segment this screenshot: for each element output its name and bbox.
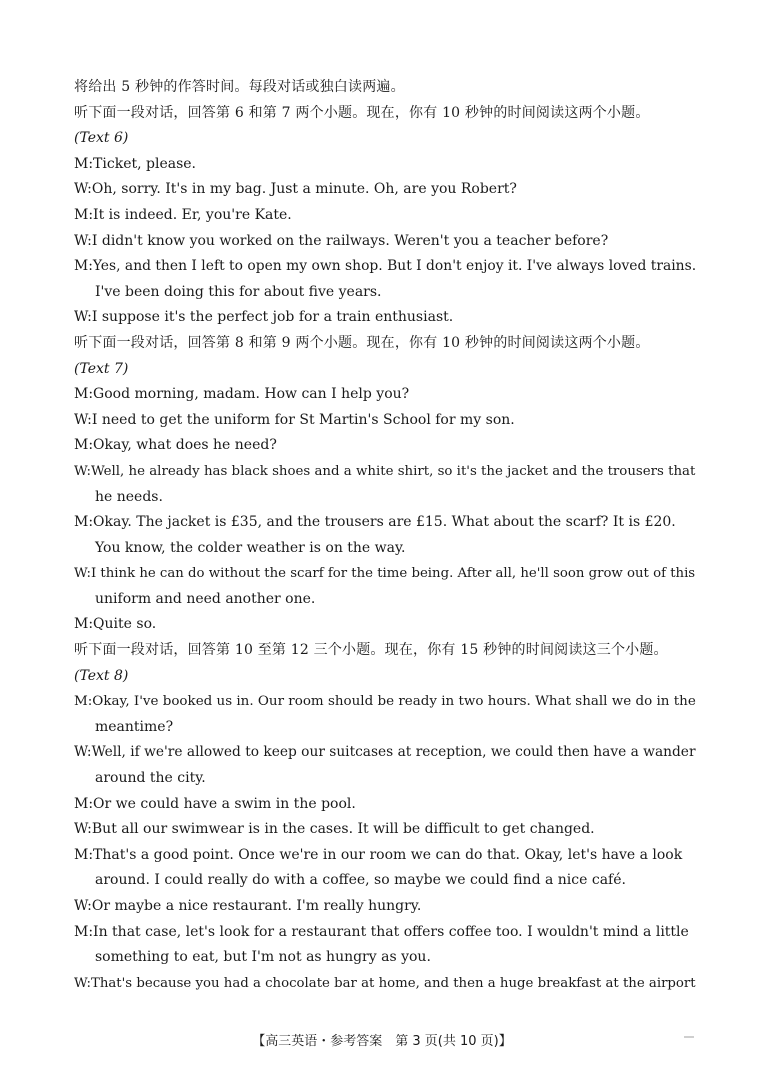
dialog-turn bbox=[74, 510, 696, 561]
dialog-line: W:I suppose it's the perfect job for a train enthusiast. bbox=[74, 309, 454, 326]
dialog-line: around the city. bbox=[95, 770, 206, 787]
dialog-turn bbox=[74, 843, 696, 894]
dialog-turn bbox=[74, 740, 696, 791]
instruction-line: 听下面一段对话，回答第 8 和第 9 两个小题。现在，你有 10 秒钟的时间阅读这两个小题。 bbox=[74, 334, 650, 351]
dialog-line: he needs. bbox=[95, 488, 163, 505]
dialog-turn bbox=[74, 894, 696, 920]
dialog-turn bbox=[74, 561, 696, 612]
dialog-line: meantime? bbox=[95, 718, 174, 735]
dialog-line: something to eat, but I'm not as hungry as you. bbox=[95, 949, 431, 966]
dialog-turn bbox=[74, 177, 696, 203]
dialog-line: around. I could really do with a coffee, so maybe we could find a nice café. bbox=[95, 872, 626, 889]
dialog-line: M:Or we could have a swim in the pool. bbox=[74, 795, 356, 812]
dialog-line: M:Okay, I've booked us in. Our room should be ready in two hours. What shall we do in the bbox=[74, 694, 696, 710]
dialog-turn bbox=[74, 689, 696, 740]
dialog-line: W:I need to get the uniform for St Martin's School for my son. bbox=[74, 411, 515, 428]
dialog-line: I've been doing this for about five years. bbox=[95, 283, 382, 300]
dialog-line: W:Well, if we're allowed to keep our suitcases at reception, we could then have a wander bbox=[74, 744, 696, 761]
dialog-turn bbox=[74, 459, 696, 510]
page-footer: 【高三英语・参考答案 第 3 页(共 10 页)】 bbox=[252, 1034, 512, 1049]
dialog-line: W:I think he can do without the scarf for the time being. After all, he'll soon grow out of this bbox=[74, 566, 696, 582]
dialog-turn bbox=[74, 817, 696, 843]
dialog-line: M:Yes, and then I left to open my own shop. But I don't enjoy it. I've always loved trains. bbox=[74, 258, 697, 275]
dialog-line: M:Ticket, please. bbox=[74, 155, 196, 172]
dialog-turn bbox=[74, 382, 696, 408]
dialog-turn bbox=[74, 152, 696, 178]
dialog-turn bbox=[74, 203, 696, 229]
instruction-line: 听下面一段对话，回答第 6 和第 7 两个小题。现在，你有 10 秒钟的时间阅读这两个小题。 bbox=[74, 104, 650, 121]
transcript-body bbox=[74, 75, 696, 996]
dialog-turn bbox=[74, 254, 696, 305]
dialog-line: M:In that case, let's look for a restaurant that offers coffee too. I wouldn't mind a little bbox=[74, 923, 689, 940]
dialog-turn bbox=[74, 971, 696, 997]
dialog-line: M:That's a good point. Once we're in our room we can do that. Okay, let's have a look bbox=[74, 846, 683, 863]
text-label: (Text 7) bbox=[74, 360, 129, 377]
dialog-turn bbox=[74, 305, 696, 331]
dialog-turn bbox=[74, 792, 696, 818]
dialog-line: M:It is indeed. Er, you're Kate. bbox=[74, 206, 292, 223]
instruction-line: 听下面一段对话，回答第 10 至第 12 三个小题。现在，你有 15 秒钟的时间阅读这三个小题。 bbox=[74, 642, 668, 659]
dialog-line: M:Quite so. bbox=[74, 616, 157, 633]
text-label: (Text 8) bbox=[74, 667, 129, 684]
scan-mark bbox=[684, 1036, 694, 1038]
text-label: (Text 6) bbox=[74, 130, 129, 147]
dialog-turn bbox=[74, 229, 696, 255]
dialog-line: M:Okay. The jacket is £35, and the trousers are £15. What about the scarf? It is £20. bbox=[74, 514, 676, 531]
dialog-turn bbox=[74, 408, 696, 434]
dialog-line: W:That's because you had a chocolate bar at home, and then a huge breakfast at the airport bbox=[74, 975, 696, 991]
dialog-turn bbox=[74, 612, 696, 638]
dialog-line: M:Good morning, madam. How can I help you? bbox=[74, 386, 410, 403]
dialog-line: W:I didn't know you worked on the railways. Weren't you a teacher before? bbox=[74, 232, 609, 249]
dialog-line: W:Or maybe a nice restaurant. I'm really hungry. bbox=[74, 898, 422, 914]
dialog-line: M:Okay, what does he need? bbox=[74, 437, 277, 454]
dialog-turn bbox=[74, 433, 696, 459]
dialog-line: W:Well, he already has black shoes and a white shirt, so it's the jacket and the trousers that bbox=[74, 463, 696, 479]
instruction-line: 将给出 5 秒钟的作答时间。每段对话或独白读两遍。 bbox=[74, 79, 405, 95]
dialog-line: W:Oh, sorry. It's in my bag. Just a minute. Oh, are you Robert? bbox=[74, 181, 517, 198]
dialog-turn bbox=[74, 920, 696, 971]
dialog-line: uniform and need another one. bbox=[95, 590, 316, 607]
dialog-line: W:But all our swimwear is in the cases. It will be difficult to get changed. bbox=[74, 821, 595, 838]
dialog-line: You know, the colder weather is on the way. bbox=[95, 539, 406, 556]
